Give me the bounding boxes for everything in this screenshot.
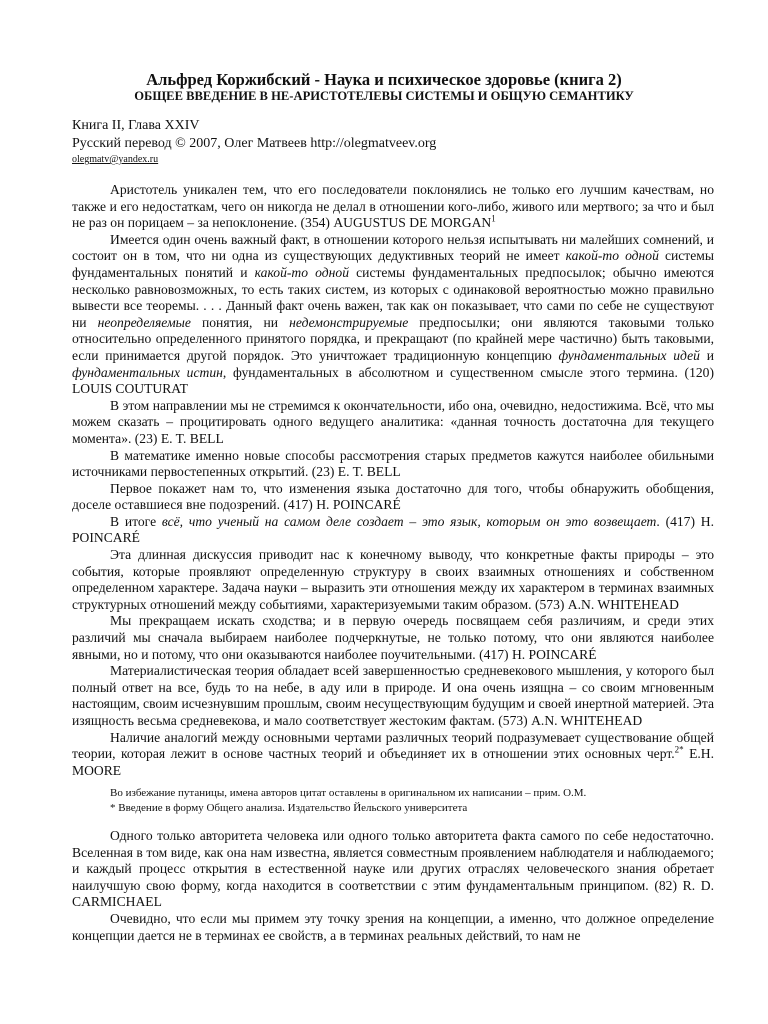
footnote-ref: 1 bbox=[491, 213, 496, 224]
footnote-ref: 2* bbox=[674, 744, 684, 755]
document-meta bbox=[72, 117, 436, 167]
epigraph-whitehead-2: Материалистическая теория обладает всей завершенностью средневекового мышления, у которого был полный ответ на все, будь то на небе, в аду или в природе. И она очень изящна – со своим мгновенным настоящим, своим исчезнувшим прошлым, своим несуществующим будущим и своей инертной материей. Эта изящность весьма средневекова, и мало соответствует жестоким фактам. (573) A.N. WHITEHEAD bbox=[72, 663, 714, 728]
epigraph-poincare-1: Первое покажет нам то, что изменения языка достаточно для того, чтобы обнаружить обобщения, доселе оставшиеся вне подозрений. (417) H. POINCARÉ bbox=[72, 480, 714, 513]
epigraph-whitehead-1: Эта длинная дискуссия приводит нас к конечному выводу, что конкретные факты природы – это события, которые проявляют определенную структуру в своих взаимных отношениях и собственном определенном характере. Задача науки – выразить эти отношения между их характером в терминах взаимных структурных отношений между событиями, характеризуемыми таким образом. (573) A.N. WHITEHEAD bbox=[72, 547, 714, 612]
epigraph-de-morgan: Аристотель уникален тем, что его последователи поклонялись не только его лучшим качествам, но также и его недостаткам, чего он никогда не делал в отношении кого-либо, живого или мертвого; за что и был не раз он порицаем – за непоклонение. (354) AUGUSTUS DE MORGAN$^1$ bbox=[72, 182, 714, 231]
epigraphs-section bbox=[72, 182, 714, 779]
translation-credit: Русский перевод © 2007, Олег Матвеев http://olegmatveev.org bbox=[72, 136, 437, 151]
paragraph-continuation: Очевидно, что если мы примем эту точку зрения на концепции, а именно, что должное определение концепции дается не в терминах ее свойств, а в терминах реальных действий, то нам не bbox=[72, 910, 714, 943]
epigraph-poincare-2: В итоге всё, что ученый на самом деле создает – это язык, которым он это возвещает. (417) H. POINCARÉ bbox=[72, 513, 714, 546]
epigraph-bell-2: В математике именно новые способы рассмотрения старых предметов кажутся наиболее обильными источниками первостепенных открытий. (23) E. T. BELL bbox=[72, 447, 714, 480]
footnotes bbox=[110, 786, 720, 816]
epigraph-moore: Наличие аналогий между основными чертами различных теорий подразумевает существование общей теории, которая лежит в основе частных теорий и объединяет их в отношении этих основных черт.$^{2*}$ E.H. MOORE bbox=[72, 729, 714, 778]
epigraph-couturat: Имеется один очень важный факт, в отношении которого нельзя испытывать ни малейших сомнений, и состоит он в том, что ни одна из существующих дедуктивных теорий не имеет какой-то одной системы фундаментальных понятий и какой-то одной системы фундаментальных предпосылок; обычно имеются несколько равновозможных, то есть таких систем, из которых с одинаковой вероятностью можно правильно вывести все теоремы. . . . Данный факт очень важен, так как он показывает, что сами по себе не существуют ни неопределяемые понятия, ни недемонстрируемые предпосылки; они являются таковыми только относительно определенного принятого порядка, и прекращают (по крайней мере частично) быть таковыми, если принимается другой порядок. Это уничтожает традиционную концепцию фундаментальных идей и фундаментальных истин, фундаментальных в абсолютном и существенном смысле этого термина. (120) LOUIS COUTURAT bbox=[72, 231, 715, 397]
document-title: Альфред Коржибский - Наука и психическое здоровье (книга 2) bbox=[146, 70, 622, 89]
epigraphs-continued bbox=[72, 828, 714, 944]
footnote-1: Во избежание путаницы, имена авторов цитат оставлены в оригинальном их написании – прим. О.М. bbox=[110, 787, 587, 799]
book-chapter: Книга II, Глава XXIV bbox=[72, 118, 200, 133]
epigraph-bell-1: В этом направлении мы не стремимся к окончательности, ибо она, очевидно, недостижима. Всё, что мы можем сказать – процитировать одного ведущего аналитика: «данная точность достаточна для текущего момента». (23) E. T. BELL bbox=[72, 397, 714, 446]
epigraph-carmichael: Одного только авторитета человека или одного только авторитета факта самого по себе недостаточно. Вселенная в том виде, как она нам известна, является совместным проявлением наблюдателя и наблюдаемого; и каждый процесс открытия в естественной науке или других отраслях человеческого знания обретает наилучшую свою форму, когда находится в соответствии с этим фундаментальным принципом. (82) R. D. CARMICHAEL bbox=[72, 828, 714, 910]
email-link[interactable]: olegmatv@yandex.ru bbox=[72, 154, 159, 165]
footnote-2: * Введение в форму Общего анализа. Издательство Йельского университета bbox=[110, 802, 468, 814]
document-subtitle: ОБЩЕЕ ВВЕДЕНИЕ В НЕ-АРИСТОТЕЛЕВЫ СИСТЕМЫ И ОБЩУЮ СЕМАНТИКУ bbox=[134, 89, 634, 103]
epigraph-poincare-3: Мы прекращаем искать сходства; и в первую очередь посвящаем себя различиям, и среди этих различий мы сначала выбираем наиболее подчеркнутые, не только потому, что они являются наиболее явными, но и потому, что они оказываются наиболее поучительными. (417) H. POINCARÉ bbox=[72, 613, 714, 662]
